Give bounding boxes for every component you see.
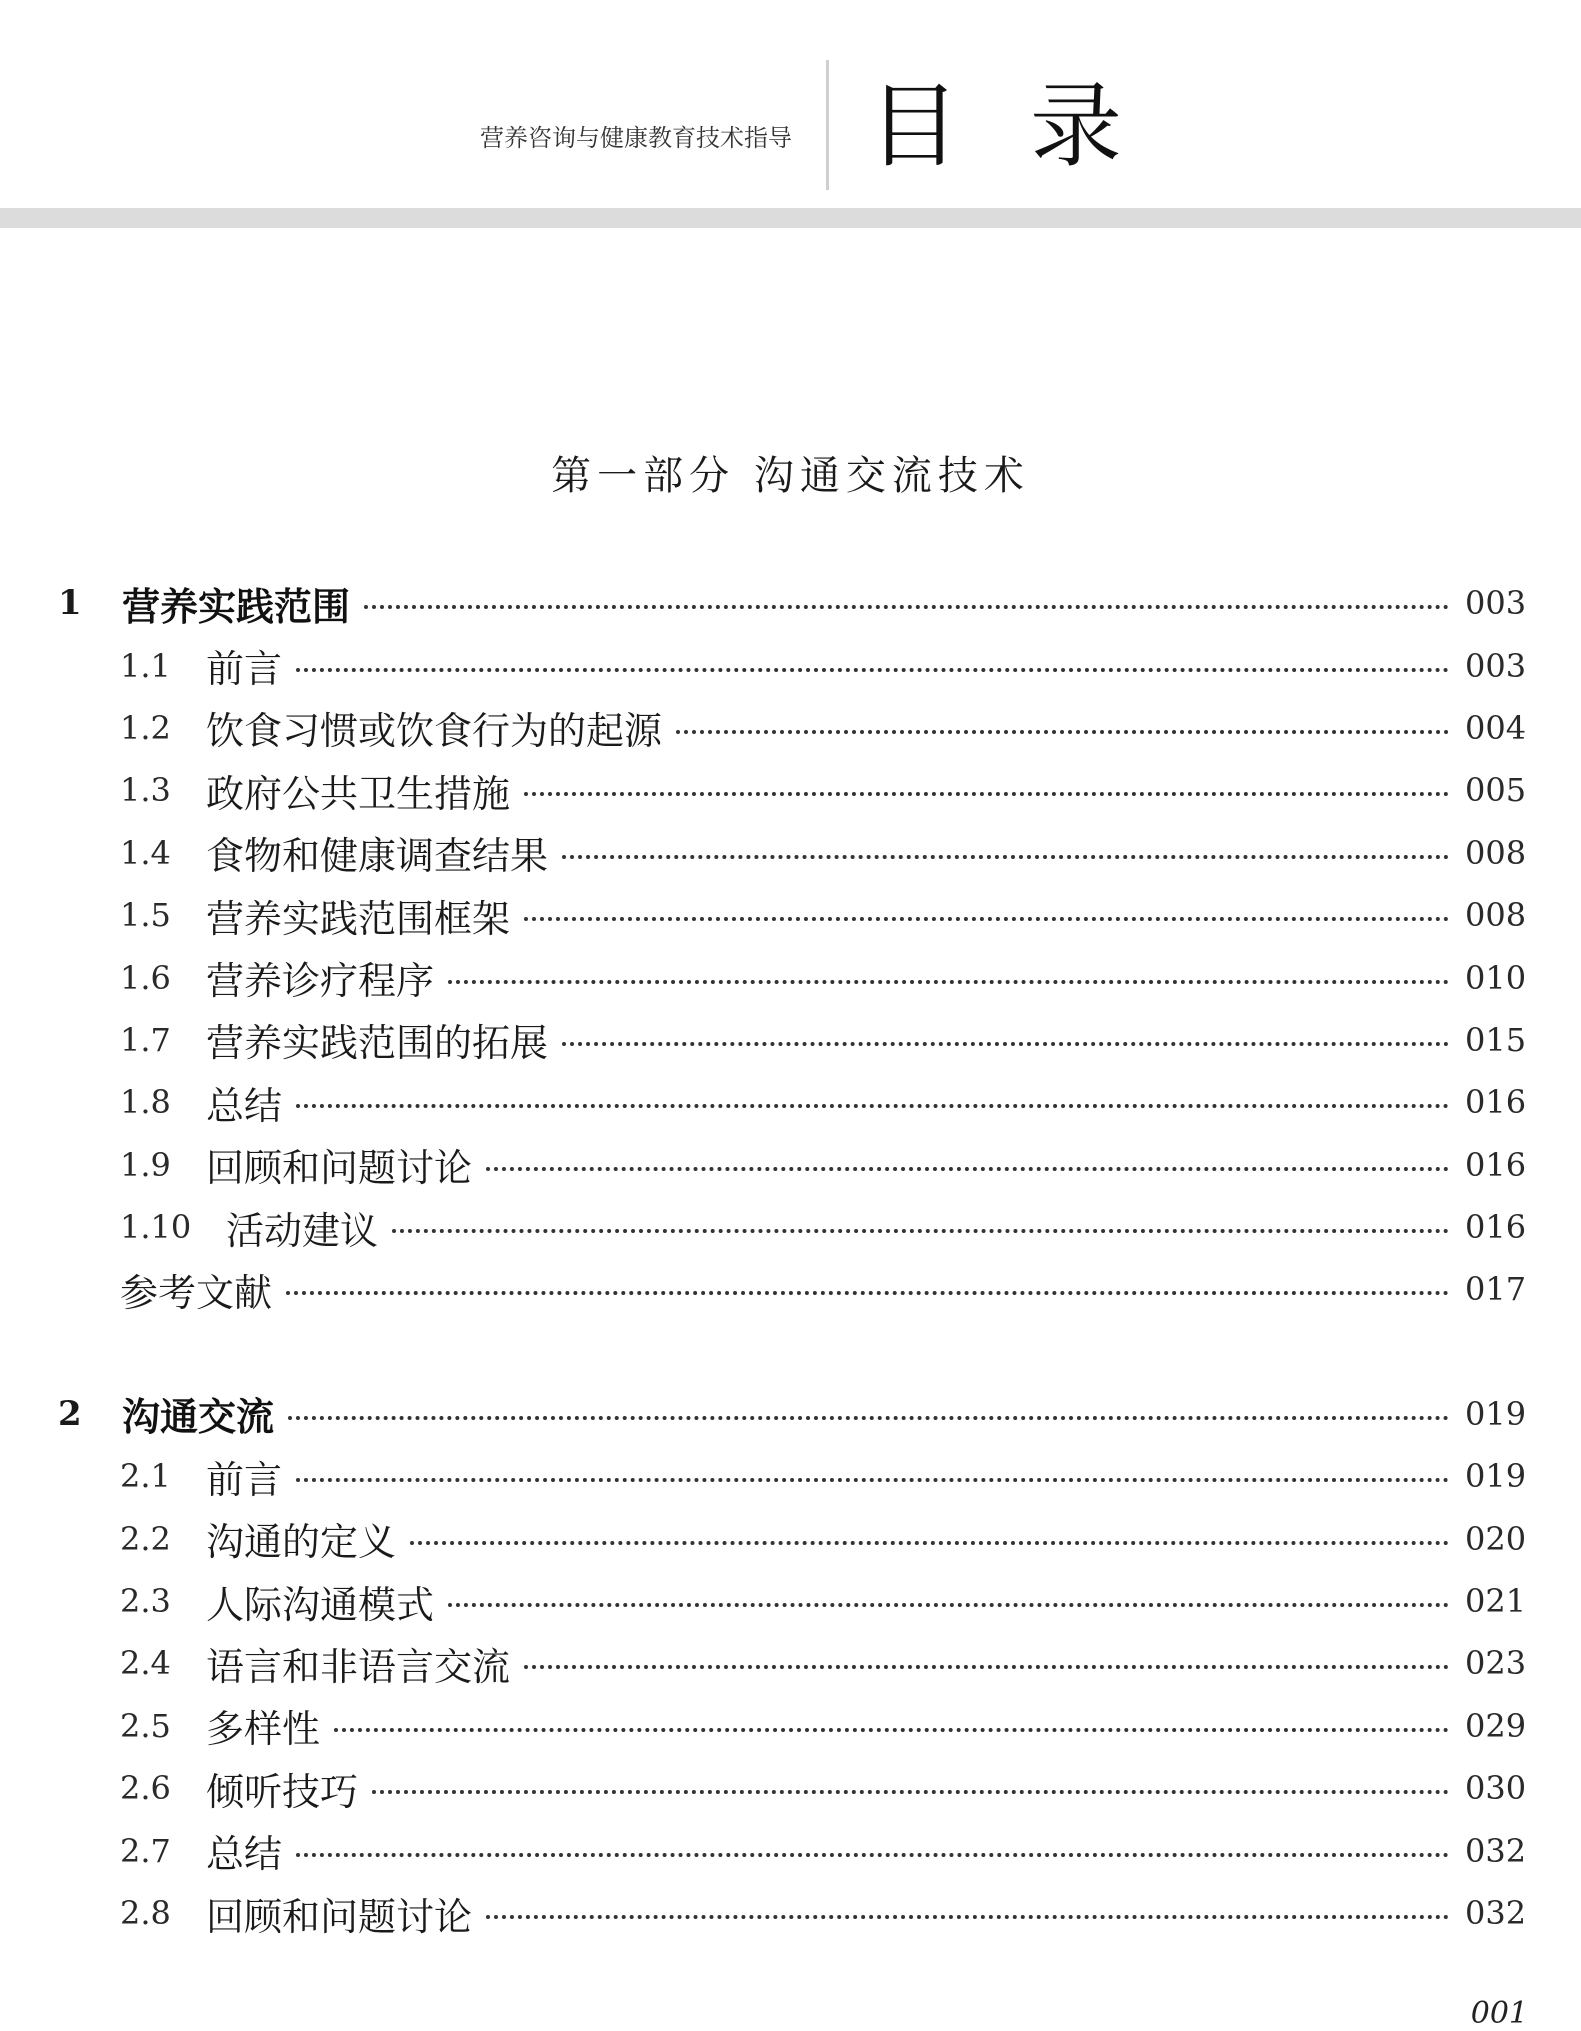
dot-leader bbox=[448, 1603, 1449, 1607]
section-number: 1.4 bbox=[120, 833, 171, 872]
section-number: 1.9 bbox=[120, 1145, 171, 1184]
page-ref: 004 bbox=[1465, 708, 1527, 747]
toc-section-row[interactable] bbox=[0, 697, 1581, 759]
section-title: 前言 bbox=[206, 647, 283, 692]
dot-leader bbox=[524, 792, 1449, 796]
toc-chapter-row[interactable] bbox=[0, 572, 1581, 634]
page-header bbox=[0, 0, 1581, 208]
page-ref: 003 bbox=[1465, 646, 1527, 685]
section-number: 2.4 bbox=[120, 1644, 171, 1683]
section-number: 2.7 bbox=[120, 1831, 171, 1870]
header-divider bbox=[826, 60, 829, 190]
chapter-2 bbox=[0, 1383, 1581, 1945]
dot-leader bbox=[334, 1728, 1449, 1732]
toc-section-row[interactable] bbox=[0, 822, 1581, 884]
section-title: 食物和健康调查结果 bbox=[206, 834, 549, 879]
table-of-contents bbox=[0, 572, 1581, 2006]
page-ref: 020 bbox=[1465, 1519, 1527, 1558]
dot-leader bbox=[392, 1229, 1449, 1233]
section-number: 1.7 bbox=[120, 1020, 171, 1059]
toc-section-row[interactable] bbox=[0, 946, 1581, 1008]
chapter-number: 1 bbox=[58, 583, 82, 624]
chapter-title: 沟通交流 bbox=[122, 1394, 275, 1440]
toc-title: 目录 bbox=[868, 73, 1193, 180]
section-title: 营养诊疗程序 bbox=[206, 959, 435, 1004]
toc-section-row[interactable] bbox=[0, 1134, 1581, 1196]
toc-section-row[interactable] bbox=[0, 1882, 1581, 1944]
toc-references-row[interactable] bbox=[0, 1258, 1581, 1320]
section-title: 饮食习惯或饮食行为的起源 bbox=[206, 709, 663, 754]
toc-section-row[interactable] bbox=[0, 634, 1581, 696]
page-ref: 021 bbox=[1465, 1582, 1527, 1621]
page-ref: 016 bbox=[1465, 1145, 1527, 1184]
dot-leader bbox=[562, 1042, 1449, 1046]
dot-leader bbox=[364, 605, 1449, 609]
page-ref: 008 bbox=[1465, 833, 1527, 872]
toc-section-row[interactable] bbox=[0, 1196, 1581, 1258]
section-title: 人际沟通模式 bbox=[206, 1582, 435, 1627]
page-number: 001 bbox=[1470, 1996, 1528, 2031]
page-ref: 017 bbox=[1465, 1270, 1527, 1309]
section-number: 2.6 bbox=[120, 1769, 171, 1808]
page-ref: 016 bbox=[1465, 1083, 1527, 1122]
section-title: 营养实践范围框架 bbox=[206, 896, 511, 941]
dot-leader bbox=[288, 1416, 1449, 1420]
page-ref: 019 bbox=[1465, 1394, 1527, 1433]
section-title: 回顾和问题讨论 bbox=[206, 1146, 473, 1191]
dot-leader bbox=[286, 1291, 1449, 1295]
section-number: 1.3 bbox=[120, 771, 171, 810]
chapter-1 bbox=[0, 572, 1581, 1321]
dot-leader bbox=[372, 1790, 1449, 1794]
section-title: 活动建议 bbox=[226, 1208, 379, 1253]
section-title: 营养实践范围的拓展 bbox=[206, 1021, 549, 1066]
toc-section-row[interactable] bbox=[0, 1632, 1581, 1694]
header-rule bbox=[0, 208, 1581, 228]
section-number: 1.8 bbox=[120, 1083, 171, 1122]
page-ref: 003 bbox=[1465, 584, 1527, 623]
section-title: 倾听技巧 bbox=[206, 1769, 359, 1814]
dot-leader bbox=[448, 980, 1449, 984]
dot-leader bbox=[296, 1478, 1449, 1482]
dot-leader bbox=[524, 1665, 1449, 1669]
section-number: 2.1 bbox=[120, 1457, 171, 1496]
part-title: 第一部分 沟通交流技术 bbox=[551, 453, 1030, 499]
section-title: 多样性 bbox=[206, 1707, 321, 1752]
toc-chapter-row[interactable] bbox=[0, 1383, 1581, 1445]
section-title: 语言和非语言交流 bbox=[206, 1644, 511, 1689]
toc-section-row[interactable] bbox=[0, 1757, 1581, 1819]
page-ref: 019 bbox=[1465, 1457, 1527, 1496]
toc-section-row[interactable] bbox=[0, 1695, 1581, 1757]
section-title: 沟通的定义 bbox=[206, 1520, 397, 1565]
section-number: 1.5 bbox=[120, 896, 171, 935]
toc-section-row[interactable] bbox=[0, 1570, 1581, 1632]
toc-section-row[interactable] bbox=[0, 1009, 1581, 1071]
chapter-title: 营养实践范围 bbox=[122, 583, 351, 629]
toc-section-row[interactable] bbox=[0, 759, 1581, 821]
page-ref: 032 bbox=[1465, 1894, 1527, 1932]
section-number: 1.2 bbox=[120, 708, 171, 747]
section-number: 2.2 bbox=[120, 1519, 171, 1558]
toc-section-row[interactable] bbox=[0, 1445, 1581, 1507]
toc-section-row[interactable] bbox=[0, 884, 1581, 946]
dot-leader bbox=[296, 1104, 1449, 1108]
section-number: 1.10 bbox=[120, 1208, 192, 1247]
section-number: 1.6 bbox=[120, 958, 171, 997]
toc-section-row[interactable] bbox=[0, 1819, 1581, 1881]
section-number: 2.8 bbox=[120, 1894, 171, 1932]
book-title: 营养咨询与健康教育技术指导 bbox=[480, 124, 792, 152]
dot-leader bbox=[676, 730, 1449, 734]
page-ref: 032 bbox=[1465, 1831, 1527, 1870]
section-title: 前言 bbox=[206, 1457, 283, 1502]
section-number: 2.5 bbox=[120, 1706, 171, 1745]
section-title: 回顾和问题讨论 bbox=[206, 1894, 473, 1939]
section-number: 2.3 bbox=[120, 1582, 171, 1621]
dot-leader bbox=[486, 1915, 1449, 1919]
page-ref: 029 bbox=[1465, 1706, 1527, 1745]
chapter-number: 2 bbox=[58, 1393, 82, 1434]
dot-leader bbox=[296, 668, 1449, 672]
section-title: 总结 bbox=[206, 1832, 283, 1877]
page-ref: 010 bbox=[1465, 958, 1527, 997]
dot-leader bbox=[524, 917, 1449, 921]
page-ref: 030 bbox=[1465, 1769, 1527, 1808]
section-title: 政府公共卫生措施 bbox=[206, 771, 511, 816]
toc-section-row[interactable] bbox=[0, 1507, 1581, 1569]
dot-leader bbox=[410, 1541, 1449, 1545]
dot-leader bbox=[486, 1167, 1449, 1171]
page-ref: 015 bbox=[1465, 1020, 1527, 1059]
dot-leader bbox=[296, 1853, 1449, 1857]
page-ref: 008 bbox=[1465, 896, 1527, 935]
references-title: 参考文献 bbox=[120, 1270, 273, 1315]
toc-section-row[interactable] bbox=[0, 1071, 1581, 1133]
section-number: 1.1 bbox=[120, 646, 171, 685]
page-ref: 016 bbox=[1465, 1208, 1527, 1247]
dot-leader bbox=[562, 855, 1449, 859]
section-title: 总结 bbox=[206, 1083, 283, 1128]
page-ref: 023 bbox=[1465, 1644, 1527, 1683]
page-ref: 005 bbox=[1465, 771, 1527, 810]
